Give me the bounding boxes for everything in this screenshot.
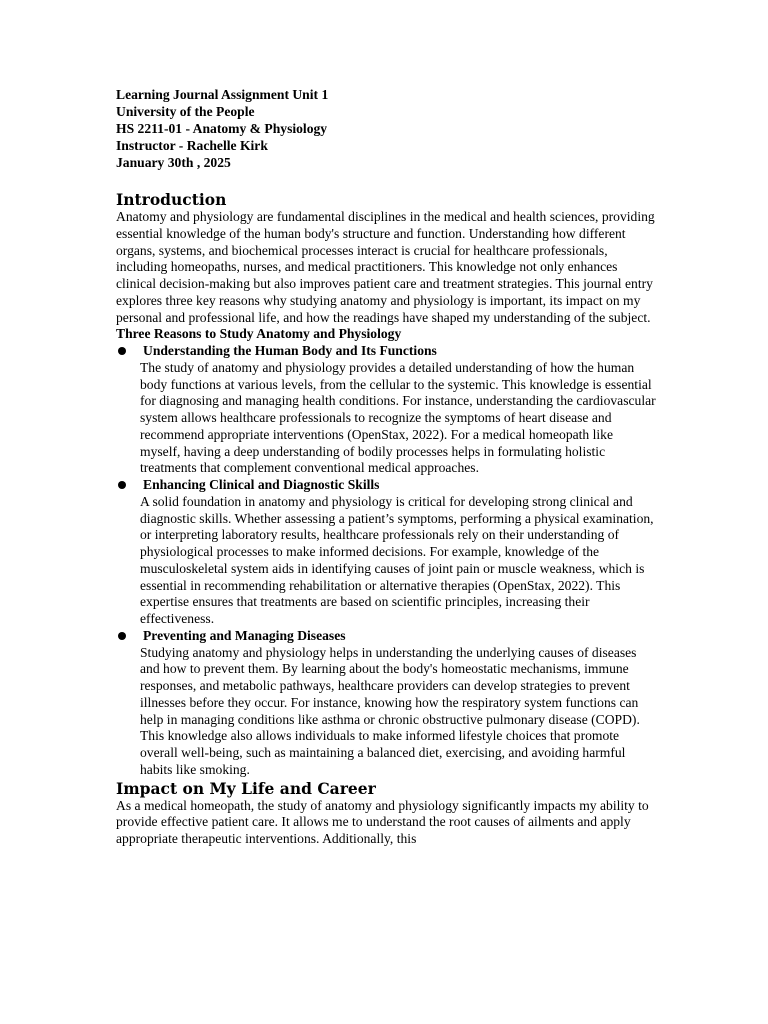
introduction-heading: Introduction <box>116 190 227 209</box>
list-item <box>116 477 656 628</box>
reason-title: Enhancing Clinical and Diagnostic Skills <box>143 477 380 492</box>
introduction-paragraph: Anatomy and physiology are fundamental disciplines in the medical and health sciences, providing essential knowledge of the human body's structure and function. Understanding how different organs, systems, and biochemical processes interact is crucial for healthcare professionals, including homeopaths, nurses, and medical practitioners. This knowledge not only enhances clinical decision-making but also improves patient care and treatment strategies. This journal entry explores three key reasons why studying anatomy and physiology is important, its impact on my personal and professional life, and how the readings have shaped my understanding of the subject. <box>116 209 655 325</box>
instructor-name: Instructor - Rachelle Kirk <box>116 138 268 153</box>
bullet-icon <box>118 347 126 355</box>
reasons-list <box>116 343 656 779</box>
impact-paragraph: As a medical homeopath, the study of anatomy and physiology significantly impacts my ability to provide effective patient care. It allows me to understand the root causes of ailments and apply appropriate therapeutic interventions. Additionally, this <box>116 797 649 846</box>
reason-body: A solid foundation in anatomy and physiology is critical for developing strong clinical and diagnostic skills. Whether assessing a patient’s symptoms, performing a physical examination, or interpreting laboratory results, healthcare professionals rely on their understanding of physiological processes to make informed decisions. For example, knowledge of the musculoskeletal system aids in identifying causes of joint pain or muscle weakness, which is essential in recommending rehabilitation or alternative therapies (OpenStax, 2022). This expertise ensures that treatments are based on scientific principles, increasing their effectiveness. <box>140 493 654 626</box>
reason-body: Studying anatomy and physiology helps in understanding the underlying causes of diseases and how to prevent them. By learning about the body's homeostatic mechanisms, immune responses, and metabolic pathways, healthcare providers can develop strategies to prevent illnesses before they occur. For instance, knowing how the respiratory system functions can help in managing conditions like asthma or chronic obstructive pulmonary disease (COPD). This knowledge also allows individuals to make informed lifestyle choices that promote overall well-being, such as maintaining a balanced diet, exercising, and avoiding harmful habits like smoking. <box>140 644 640 777</box>
impact-heading: Impact on My Life and Career <box>116 778 376 798</box>
university-name: University of the People <box>116 104 255 119</box>
reason-title: Preventing and Managing Diseases <box>143 627 346 643</box>
document-date: January 30th , 2025 <box>116 155 231 170</box>
assignment-title: Learning Journal Assignment Unit 1 <box>116 87 329 102</box>
bullet-icon <box>118 481 126 489</box>
reason-title: Understanding the Human Body and Its Functions <box>143 343 437 358</box>
list-item <box>116 628 656 779</box>
course-name: HS 2211-01 - Anatomy & Physiology <box>116 121 328 136</box>
reason-body: The study of anatomy and physiology provides a detailed understanding of how the human body functions at various levels, from the cellular to the systemic. This knowledge is essential for diagnosing and managing health conditions. For instance, understanding the cardiovascular system allows healthcare professionals to recognize the symptoms of heart disease and recommend appropriate interventions (OpenStax, 2022). For a medical homeopath like myself, having a deep understanding of bodily processes helps in formulating holistic treatments that complement conventional medical approaches. <box>140 359 656 476</box>
document-header <box>116 87 656 172</box>
reasons-heading: Three Reasons to Study Anatomy and Physiology <box>116 326 402 342</box>
bullet-icon <box>118 632 126 640</box>
document-page <box>116 87 656 848</box>
list-item <box>116 343 656 477</box>
